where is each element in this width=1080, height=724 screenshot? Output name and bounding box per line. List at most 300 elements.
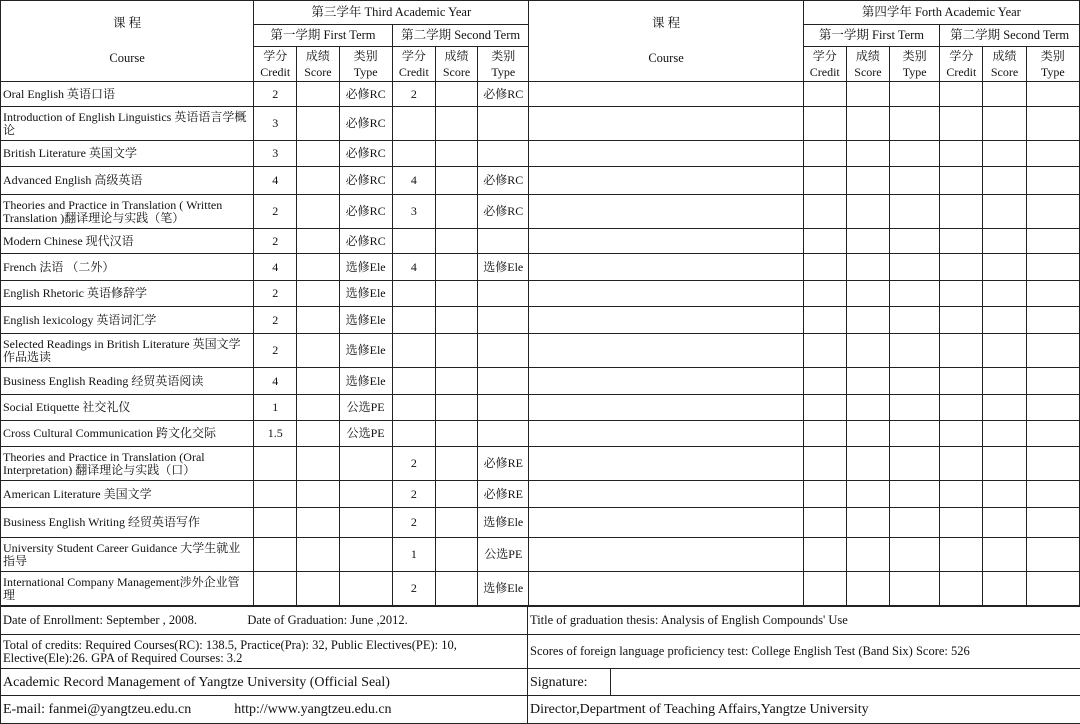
website-link[interactable]: http://www.yangtzeu.edu.cn bbox=[234, 702, 392, 717]
y4-t1-score bbox=[846, 254, 889, 281]
y4-t1-type bbox=[890, 421, 940, 447]
y3-t2-credit: 4 bbox=[392, 254, 435, 281]
y4-t2-score bbox=[983, 167, 1026, 195]
right-course-name bbox=[529, 538, 803, 572]
y4-t2-score bbox=[983, 395, 1026, 421]
y4-t2-type bbox=[1026, 395, 1079, 421]
y3-t2-credit: 4 bbox=[392, 167, 435, 195]
course-header-right bbox=[529, 1, 803, 82]
course-row bbox=[1, 307, 1080, 334]
y3-t2-type bbox=[478, 334, 529, 368]
course-row bbox=[1, 572, 1080, 606]
y3-t1-credit-header-cn: 学分 bbox=[263, 49, 288, 63]
course-name: French 法语 （二外） bbox=[1, 254, 254, 281]
language-test-score: Scores of foreign language proficiency test: College English Test (Band Six) Score: 526 bbox=[528, 635, 1080, 669]
y4-t1-credit bbox=[803, 334, 846, 368]
y3-t1-score bbox=[297, 538, 339, 572]
y3-t1-type: 必修RC bbox=[339, 167, 392, 195]
y3-t2-score bbox=[435, 508, 477, 538]
y4-t1-score bbox=[846, 281, 889, 307]
y4-t2-type bbox=[1026, 481, 1079, 508]
y3-t2-type: 选修Ele bbox=[478, 254, 529, 281]
y3-t2-type bbox=[478, 307, 529, 334]
y3-t1-credit bbox=[254, 538, 297, 572]
course-name: University Student Career Guidance 大学生就业指导 bbox=[1, 538, 254, 572]
y3-t1-credit-header bbox=[254, 47, 297, 82]
y4-t2-score bbox=[983, 229, 1026, 254]
y4-t1-credit bbox=[803, 481, 846, 508]
y4-t2-credit bbox=[940, 508, 983, 538]
y4-t1-credit bbox=[803, 368, 846, 395]
y4-t2-score-header bbox=[983, 47, 1026, 82]
y4-t1-type bbox=[890, 229, 940, 254]
y3-t2-credit bbox=[392, 107, 435, 141]
y3-t2-credit bbox=[392, 307, 435, 334]
y4-t2-credit bbox=[940, 167, 983, 195]
y4-t1-score bbox=[846, 481, 889, 508]
y3-t2-type: 必修RC bbox=[478, 167, 529, 195]
y4-t1-credit bbox=[803, 395, 846, 421]
course-name: Modern Chinese 现代汉语 bbox=[1, 229, 254, 254]
y3-t1-credit: 4 bbox=[254, 167, 297, 195]
y4-t1-credit bbox=[803, 141, 846, 167]
course-row bbox=[1, 447, 1080, 481]
y3-t1-type: 必修RC bbox=[339, 107, 392, 141]
y4-t1-score bbox=[846, 508, 889, 538]
y3-t1-score-header bbox=[297, 47, 339, 82]
course-row bbox=[1, 334, 1080, 368]
y3-second-term-header: 第二学期 Second Term bbox=[392, 25, 529, 47]
y4-t2-score bbox=[983, 572, 1026, 606]
y4-t2-type-header-cn: 类别 bbox=[1040, 49, 1065, 63]
right-course-name bbox=[529, 82, 803, 107]
y4-t2-score bbox=[983, 538, 1026, 572]
right-course-name bbox=[529, 141, 803, 167]
course-name: Social Etiquette 社交礼仪 bbox=[1, 395, 254, 421]
y4-t1-score-header bbox=[846, 47, 889, 82]
course-header-right-cn: 课 程 bbox=[651, 16, 681, 30]
y4-t2-score bbox=[983, 334, 1026, 368]
y4-t2-type bbox=[1026, 229, 1079, 254]
y4-t2-type bbox=[1026, 334, 1079, 368]
y3-t2-score bbox=[435, 281, 477, 307]
y3-t1-credit: 2 bbox=[254, 281, 297, 307]
y4-t2-type-header bbox=[1026, 47, 1079, 82]
y4-t1-credit-header-en: Credit bbox=[809, 65, 840, 79]
course-row bbox=[1, 421, 1080, 447]
y4-t1-credit bbox=[803, 281, 846, 307]
y3-t2-type-header-cn: 类别 bbox=[491, 49, 516, 63]
fourth-year-header: 第四学年 Forth Academic Year bbox=[803, 1, 1079, 25]
thesis-title: Title of graduation thesis: Analysis of English Compounds' Use bbox=[528, 607, 1080, 635]
y3-t2-type bbox=[478, 107, 529, 141]
y3-t1-type: 选修Ele bbox=[339, 254, 392, 281]
y3-t2-score-header-en: Score bbox=[442, 65, 471, 79]
y4-t1-score bbox=[846, 572, 889, 606]
y4-t2-credit bbox=[940, 141, 983, 167]
y3-t2-credit: 1 bbox=[392, 538, 435, 572]
y4-t2-credit bbox=[940, 572, 983, 606]
y3-t2-score bbox=[435, 195, 477, 229]
signature-label: Signature: bbox=[528, 669, 611, 696]
y4-t1-credit bbox=[803, 107, 846, 141]
y4-t1-type bbox=[890, 481, 940, 508]
y3-t2-score bbox=[435, 82, 477, 107]
y3-t2-type: 选修Ele bbox=[478, 508, 529, 538]
right-course-name bbox=[529, 572, 803, 606]
y4-t1-type bbox=[890, 307, 940, 334]
y4-t2-score bbox=[983, 481, 1026, 508]
y3-t1-score bbox=[297, 447, 339, 481]
y4-t2-score bbox=[983, 307, 1026, 334]
y4-t1-type bbox=[890, 508, 940, 538]
y3-t1-type bbox=[339, 572, 392, 606]
course-row bbox=[1, 195, 1080, 229]
y3-t2-type-header-en: Type bbox=[491, 65, 516, 79]
y4-t1-credit bbox=[803, 167, 846, 195]
course-row bbox=[1, 141, 1080, 167]
y4-t2-score bbox=[983, 447, 1026, 481]
right-course-name bbox=[529, 195, 803, 229]
y3-t2-credit bbox=[392, 281, 435, 307]
y3-t1-credit: 2 bbox=[254, 229, 297, 254]
enrollment-date: Date of Enrollment: September , 2008. bbox=[3, 613, 198, 627]
course-name: Introduction of English Linguistics 英语语言学概论 bbox=[1, 107, 254, 141]
y3-t1-score-header-cn: 成绩 bbox=[305, 49, 330, 63]
y3-t2-score bbox=[435, 447, 477, 481]
y3-first-term-header: 第一学期 First Term bbox=[254, 25, 393, 47]
y3-t1-score bbox=[297, 572, 339, 606]
y4-t2-score-header-en: Score bbox=[990, 65, 1019, 79]
y3-t1-score bbox=[297, 334, 339, 368]
y3-t1-type-header bbox=[339, 47, 392, 82]
y4-t1-type bbox=[890, 572, 940, 606]
y4-t1-score bbox=[846, 447, 889, 481]
course-name: International Company Management涉外企业管理 bbox=[1, 572, 254, 606]
y3-t2-credit-header bbox=[392, 47, 435, 82]
y3-t2-type: 公选PE bbox=[478, 538, 529, 572]
y3-t2-type bbox=[478, 395, 529, 421]
y3-t2-score bbox=[435, 229, 477, 254]
y3-t1-credit: 2 bbox=[254, 195, 297, 229]
course-name: Advanced English 高级英语 bbox=[1, 167, 254, 195]
y4-t1-credit bbox=[803, 538, 846, 572]
y4-t2-type bbox=[1026, 82, 1079, 107]
y3-t1-credit bbox=[254, 508, 297, 538]
y3-t1-score bbox=[297, 481, 339, 508]
y4-t2-credit bbox=[940, 82, 983, 107]
course-row bbox=[1, 281, 1080, 307]
course-row bbox=[1, 254, 1080, 281]
y3-t2-type bbox=[478, 281, 529, 307]
y4-t1-score bbox=[846, 334, 889, 368]
y3-t2-credit bbox=[392, 368, 435, 395]
y3-t2-score-header-cn: 成绩 bbox=[444, 49, 469, 63]
y3-t1-credit: 3 bbox=[254, 107, 297, 141]
y3-t2-score bbox=[435, 395, 477, 421]
y4-t2-credit bbox=[940, 334, 983, 368]
y3-t2-type bbox=[478, 368, 529, 395]
course-row bbox=[1, 82, 1080, 107]
y4-t2-type bbox=[1026, 107, 1079, 141]
y4-t2-credit bbox=[940, 538, 983, 572]
y4-t1-type-header-cn: 类别 bbox=[902, 49, 927, 63]
y3-t1-type: 公选PE bbox=[339, 395, 392, 421]
y3-t1-type bbox=[339, 481, 392, 508]
y3-t1-score-header-en: Score bbox=[304, 65, 332, 79]
course-name: British Literature 英国文学 bbox=[1, 141, 254, 167]
y3-t1-score bbox=[297, 281, 339, 307]
right-course-name bbox=[529, 107, 803, 141]
email-address: E-mail: fanmei@yangtzeu.edu.cn bbox=[3, 702, 192, 717]
y3-t2-credit: 2 bbox=[392, 447, 435, 481]
course-header-en: Course bbox=[109, 51, 145, 65]
y4-t2-credit bbox=[940, 395, 983, 421]
y4-t1-credit-header bbox=[803, 47, 846, 82]
y3-t2-score bbox=[435, 572, 477, 606]
y4-t1-credit bbox=[803, 195, 846, 229]
right-course-name bbox=[529, 508, 803, 538]
y3-t2-score bbox=[435, 368, 477, 395]
y4-t1-score-header-cn: 成绩 bbox=[855, 49, 880, 63]
y4-t1-score bbox=[846, 107, 889, 141]
y3-t2-credit-header-en: Credit bbox=[398, 65, 429, 79]
y3-t1-score bbox=[297, 107, 339, 141]
y3-t2-score bbox=[435, 254, 477, 281]
y4-t1-score-header-en: Score bbox=[854, 65, 882, 79]
y3-t1-score bbox=[297, 395, 339, 421]
course-name: Cross Cultural Communication 跨文化交际 bbox=[1, 421, 254, 447]
y3-t2-score bbox=[435, 481, 477, 508]
course-header-right-en: Course bbox=[648, 51, 684, 65]
course-name: English lexicology 英语词汇学 bbox=[1, 307, 254, 334]
y4-t1-score bbox=[846, 307, 889, 334]
course-row bbox=[1, 368, 1080, 395]
y3-t2-type-header bbox=[478, 47, 529, 82]
y4-t2-credit bbox=[940, 195, 983, 229]
y3-t2-credit: 2 bbox=[392, 481, 435, 508]
y3-t1-credit: 4 bbox=[254, 254, 297, 281]
y3-t1-type bbox=[339, 447, 392, 481]
y3-t2-credit bbox=[392, 229, 435, 254]
y4-t2-type-header-en: Type bbox=[1040, 65, 1065, 79]
official-seal: Academic Record Management of Yangtze University (Official Seal) bbox=[1, 669, 528, 696]
y4-t1-type bbox=[890, 82, 940, 107]
y4-t1-type bbox=[890, 281, 940, 307]
y3-t2-score bbox=[435, 107, 477, 141]
course-row bbox=[1, 229, 1080, 254]
y3-t2-credit bbox=[392, 421, 435, 447]
y3-t2-type bbox=[478, 141, 529, 167]
director-title: Director,Department of Teaching Affairs,Yangtze University bbox=[528, 696, 1080, 724]
y4-t2-type bbox=[1026, 508, 1079, 538]
course-name: Selected Readings in British Literature 英国文学作品选读 bbox=[1, 334, 254, 368]
right-course-name bbox=[529, 395, 803, 421]
y4-t1-type bbox=[890, 195, 940, 229]
y3-t2-credit: 2 bbox=[392, 572, 435, 606]
y3-t2-type: 必修RC bbox=[478, 82, 529, 107]
y4-t2-type bbox=[1026, 195, 1079, 229]
y4-t2-credit-header-en: Credit bbox=[946, 65, 977, 79]
y3-t1-credit bbox=[254, 447, 297, 481]
graduation-date: Date of Graduation: June ,2012. bbox=[247, 613, 408, 627]
y3-t1-type: 公选PE bbox=[339, 421, 392, 447]
y4-t2-score bbox=[983, 141, 1026, 167]
y3-t2-type: 选修Ele bbox=[478, 572, 529, 606]
y4-t2-type bbox=[1026, 538, 1079, 572]
course-name: Theories and Practice in Translation (Oral Interpretation) 翻译理论与实践（口） bbox=[1, 447, 254, 481]
y4-t2-score bbox=[983, 195, 1026, 229]
course-name: English Rhetoric 英语修辞学 bbox=[1, 281, 254, 307]
course-row bbox=[1, 107, 1080, 141]
y3-t1-credit: 1.5 bbox=[254, 421, 297, 447]
y4-t1-credit bbox=[803, 421, 846, 447]
y3-t1-score bbox=[297, 229, 339, 254]
y3-t1-credit: 2 bbox=[254, 82, 297, 107]
y3-t2-credit-header-cn: 学分 bbox=[401, 49, 426, 63]
course-name: Theories and Practice in Translation ( Written Translation )翻译理论与实践（笔） bbox=[1, 195, 254, 229]
y4-t1-credit bbox=[803, 447, 846, 481]
course-row bbox=[1, 538, 1080, 572]
course-header bbox=[1, 1, 254, 82]
y3-t2-credit: 2 bbox=[392, 82, 435, 107]
y4-t1-type bbox=[890, 447, 940, 481]
y4-t2-type bbox=[1026, 421, 1079, 447]
y3-t1-credit: 2 bbox=[254, 334, 297, 368]
y4-t2-credit bbox=[940, 229, 983, 254]
y4-t1-type bbox=[890, 167, 940, 195]
y3-t1-type: 选修Ele bbox=[339, 307, 392, 334]
y3-t2-credit: 3 bbox=[392, 195, 435, 229]
y4-t2-type bbox=[1026, 167, 1079, 195]
contact-cell bbox=[1, 696, 528, 724]
y4-t2-type bbox=[1026, 307, 1079, 334]
y3-t1-score bbox=[297, 307, 339, 334]
y3-t2-score bbox=[435, 538, 477, 572]
y4-t1-type bbox=[890, 538, 940, 572]
y3-t1-credit bbox=[254, 572, 297, 606]
y4-t1-credit bbox=[803, 229, 846, 254]
y3-t2-score bbox=[435, 307, 477, 334]
right-course-name bbox=[529, 229, 803, 254]
y4-t1-credit bbox=[803, 508, 846, 538]
y4-t2-score bbox=[983, 281, 1026, 307]
y4-t2-score bbox=[983, 368, 1026, 395]
signature-field bbox=[611, 669, 1080, 696]
y3-t2-type: 必修RC bbox=[478, 195, 529, 229]
y4-t1-score bbox=[846, 229, 889, 254]
y3-t1-score bbox=[297, 82, 339, 107]
y4-t2-credit bbox=[940, 421, 983, 447]
y3-t1-score bbox=[297, 421, 339, 447]
y4-t1-credit bbox=[803, 254, 846, 281]
y3-t1-type: 选修Ele bbox=[339, 334, 392, 368]
y4-t2-type bbox=[1026, 281, 1079, 307]
y3-t2-credit bbox=[392, 334, 435, 368]
right-course-name bbox=[529, 447, 803, 481]
y3-t1-score bbox=[297, 508, 339, 538]
y4-t2-credit-header bbox=[940, 47, 983, 82]
y4-t1-type bbox=[890, 141, 940, 167]
y3-t2-score-header bbox=[435, 47, 477, 82]
course-name: American Literature 美国文学 bbox=[1, 481, 254, 508]
y3-t1-type: 选修Ele bbox=[339, 281, 392, 307]
y3-t1-score bbox=[297, 254, 339, 281]
y4-t2-type bbox=[1026, 141, 1079, 167]
course-name: Oral English 英语口语 bbox=[1, 82, 254, 107]
y3-t1-score bbox=[297, 167, 339, 195]
course-name: Business English Reading 经贸英语阅读 bbox=[1, 368, 254, 395]
y3-t2-type: 必修RE bbox=[478, 447, 529, 481]
enrollment-cell bbox=[1, 607, 528, 635]
y4-t1-credit bbox=[803, 572, 846, 606]
y4-t2-credit bbox=[940, 281, 983, 307]
y3-t1-credit bbox=[254, 481, 297, 508]
y3-t1-score bbox=[297, 195, 339, 229]
y4-t2-score bbox=[983, 254, 1026, 281]
y4-t1-score bbox=[846, 82, 889, 107]
y3-t1-credit: 4 bbox=[254, 368, 297, 395]
y3-t2-score bbox=[435, 141, 477, 167]
total-credits: Total of credits: Required Courses(RC): 138.5, Practice(Pra): 32, Public Electives(PE): 10, Elective(Ele):26. GPA of Required Courses: 3.2 bbox=[1, 635, 528, 669]
right-course-name bbox=[529, 167, 803, 195]
y4-t2-credit bbox=[940, 447, 983, 481]
y4-t1-credit-header-cn: 学分 bbox=[812, 49, 837, 63]
y3-t1-type bbox=[339, 508, 392, 538]
y3-t1-credit: 1 bbox=[254, 395, 297, 421]
y4-t1-score bbox=[846, 538, 889, 572]
y4-t1-type-header bbox=[890, 47, 940, 82]
y3-t1-type: 必修RC bbox=[339, 82, 392, 107]
course-row bbox=[1, 481, 1080, 508]
y4-t1-credit bbox=[803, 82, 846, 107]
y4-t2-type bbox=[1026, 368, 1079, 395]
course-name: Business English Writing 经贸英语写作 bbox=[1, 508, 254, 538]
y4-t1-type bbox=[890, 334, 940, 368]
y4-t1-score bbox=[846, 167, 889, 195]
y4-t2-credit bbox=[940, 368, 983, 395]
y4-t1-credit bbox=[803, 307, 846, 334]
y3-t1-type-header-cn: 类别 bbox=[353, 49, 378, 63]
third-year-header: 第三学年 Third Academic Year bbox=[254, 1, 529, 25]
y3-t1-type bbox=[339, 538, 392, 572]
y4-t1-type bbox=[890, 107, 940, 141]
right-course-name bbox=[529, 254, 803, 281]
y3-t1-type-header-en: Type bbox=[353, 65, 378, 79]
y4-t2-score-header-cn: 成绩 bbox=[992, 49, 1017, 63]
y4-t2-credit bbox=[940, 107, 983, 141]
y3-t2-type bbox=[478, 229, 529, 254]
y4-t1-score bbox=[846, 395, 889, 421]
y4-t1-type bbox=[890, 254, 940, 281]
y3-t1-type: 必修RC bbox=[339, 195, 392, 229]
right-course-name bbox=[529, 281, 803, 307]
course-header-cn: 课 程 bbox=[113, 16, 142, 30]
y3-t2-type: 必修RE bbox=[478, 481, 529, 508]
y3-t1-credit: 3 bbox=[254, 141, 297, 167]
y4-t2-type bbox=[1026, 254, 1079, 281]
y4-t1-type-header-en: Type bbox=[902, 65, 927, 79]
y4-t1-score bbox=[846, 141, 889, 167]
y4-t2-credit bbox=[940, 481, 983, 508]
y3-t2-credit bbox=[392, 395, 435, 421]
y4-t2-type bbox=[1026, 447, 1079, 481]
y4-t2-score bbox=[983, 107, 1026, 141]
y3-t1-credit: 2 bbox=[254, 307, 297, 334]
y4-t2-credit bbox=[940, 254, 983, 281]
y3-t1-score bbox=[297, 141, 339, 167]
y4-t2-credit bbox=[940, 307, 983, 334]
